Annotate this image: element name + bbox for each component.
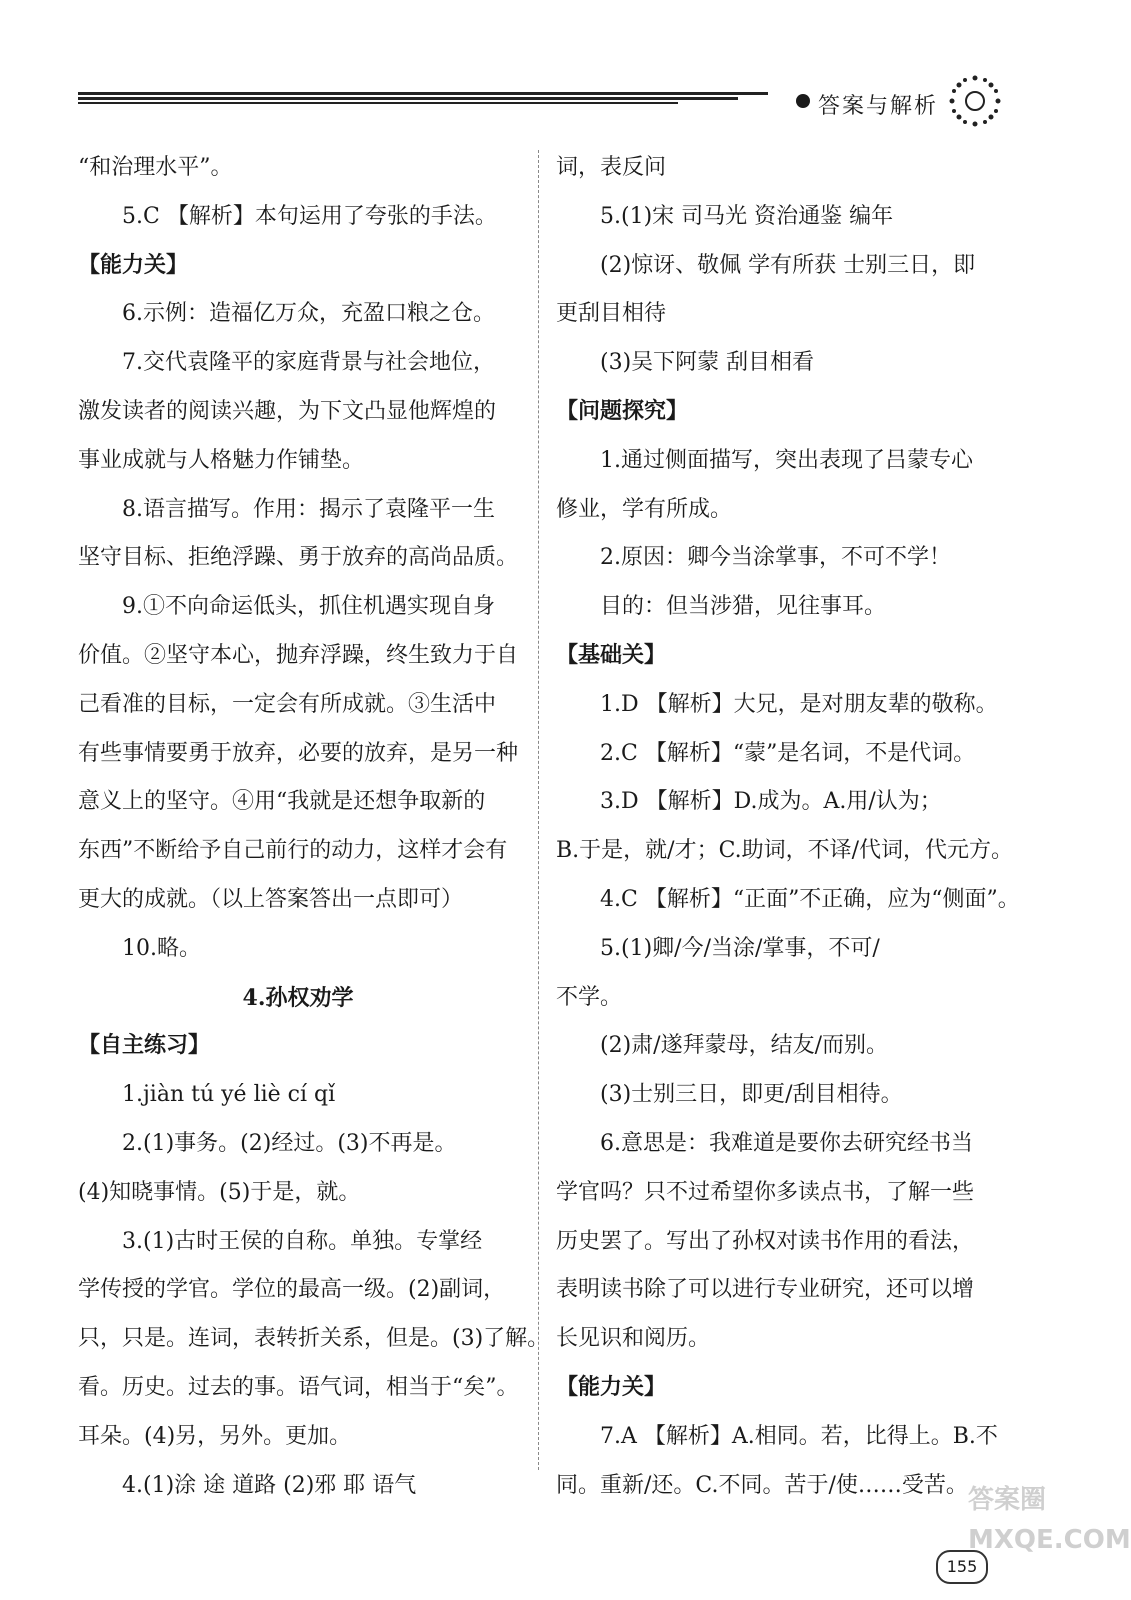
right-line: B.于是，就/才；C.助词，不译/代词，代元方。 (556, 838, 1014, 864)
right-column (556, 144, 1020, 1510)
left-line: 4.孙权劝学 (242, 984, 354, 1011)
right-line: 6.意思是：我难道是要你去研究经书当 (600, 1130, 973, 1156)
left-line: 1.jiàn tú yé liè cí qǐ (122, 1082, 336, 1108)
left-line: 己看准的目标，一定会有所成就。③生活中 (78, 691, 497, 717)
right-line: 表明读书除了可以进行专业研究，还可以增 (556, 1277, 975, 1303)
right-line: 历史罢了。写出了孙权对读书作用的看法， (556, 1228, 975, 1254)
left-line: 意义上的坚守。④用“我就是还想争取新的 (78, 789, 486, 815)
right-line: 2.C 【解析】“蒙”是名词，不是代词。 (600, 740, 976, 766)
column-divider (538, 150, 540, 1470)
sun-ornament-icon (946, 72, 1004, 130)
header-title: 答案与解析 (818, 94, 939, 119)
left-line: 10.略。 (122, 935, 201, 961)
right-line: 【能力关】 (556, 1374, 667, 1400)
right-line: 5.(1)卿/今/当涂/掌事，不可/ (600, 935, 880, 961)
page-number: 155 (936, 1550, 988, 1584)
right-line: 长见识和阅历。 (556, 1326, 711, 1352)
left-line: 3.(1)古时王侯的自称。单独。专掌经 (122, 1228, 483, 1254)
right-line: 更刮目相待 (556, 301, 667, 327)
right-line: (3)士别三日，即更/刮目相待。 (600, 1082, 903, 1108)
left-line: 耳朵。(4)另，另外。更加。 (78, 1423, 352, 1449)
right-line: 3.D 【解析】D.成为。A.用/认为； (600, 789, 942, 815)
left-line: (4)知晓事情。(5)于是，就。 (78, 1179, 361, 1205)
right-line: (2)惊讶、敬佩 学有所获 士别三日，即 (600, 252, 976, 278)
left-line: 7.交代袁隆平的家庭背景与社会地位， (122, 350, 495, 376)
right-line: 【问题探究】 (556, 398, 689, 424)
left-line: 激发读者的阅读兴趣，为下文凸显他辉煌的 (78, 398, 497, 424)
right-line: 7.A 【解析】A.相同。若，比得上。B.不 (600, 1423, 998, 1449)
left-line: 2.(1)事务。(2)经过。(3)不再是。 (122, 1130, 457, 1156)
left-line: 6.示例：造福亿万众，充盈口粮之仓。 (122, 301, 495, 327)
watermark: 答案圈 MXQE.COM (968, 1485, 1131, 1555)
right-line: 1.D 【解析】大兄，是对朋友辈的敬称。 (600, 691, 998, 717)
right-line: 同。重新/还。C.不同。苦于/使……受苦。 (556, 1472, 968, 1498)
right-line: 5.(1)宋 司马光 资治通鉴 编年 (600, 203, 894, 229)
left-line: 5.C 【解析】本句运用了夸张的手法。 (122, 203, 497, 229)
header-rule (78, 92, 768, 108)
left-line: 看。历史。过去的事。语气词，相当于“矣”。 (78, 1374, 519, 1400)
header-dot-icon (796, 94, 810, 108)
left-line: 4.(1)涂 途 道路 (2)邪 耶 语气 (122, 1472, 417, 1498)
right-line: 目的：但当涉猎，见往事耳。 (600, 594, 887, 620)
left-line: 更大的成就。（以上答案答出一点即可） (78, 886, 464, 912)
right-line: 1.通过侧面描写，突出表现了吕蒙专心 (600, 447, 973, 473)
right-line: (3)吴下阿蒙 刮目相看 (600, 350, 815, 376)
right-line: 【基础关】 (556, 642, 667, 668)
left-line: 只，只是。连词，表转折关系，但是。(3)了解。 (78, 1326, 550, 1352)
left-line: 坚守目标、拒绝浮躁、勇于放弃的高尚品质。 (78, 545, 519, 571)
right-line: 不学。 (556, 984, 623, 1010)
right-line: 修业，学有所成。 (556, 496, 733, 522)
left-column (78, 144, 550, 1510)
left-line: 学传授的学官。学位的最高一级。(2)副词， (78, 1277, 506, 1303)
left-line: “和治理水平”。 (78, 155, 233, 180)
right-line: 词，表反问 (556, 155, 667, 180)
left-line: 【能力关】 (78, 252, 189, 278)
right-line: (2)肃/遂拜蒙母，结友/而别。 (600, 1033, 888, 1059)
left-line: 【自主练习】 (78, 1033, 211, 1059)
right-line: 2.原因：卿今当涂掌事，不可不学！ (600, 545, 951, 571)
left-line: 9.①不向命运低头，抓住机遇实现自身 (122, 594, 495, 620)
left-line: 东西”不断给予自己前行的动力，这样才会有 (78, 838, 508, 864)
left-line: 事业成就与人格魅力作铺垫。 (78, 447, 365, 473)
right-line: 学官吗？只不过希望你多读点书，了解一些 (556, 1179, 975, 1205)
left-line: 价值。②坚守本心，抛弃浮躁，终生致力于自 (78, 642, 519, 668)
left-line: 8.语言描写。作用：揭示了袁隆平一生 (122, 496, 495, 522)
left-line: 有些事情要勇于放弃，必要的放弃，是另一种 (78, 740, 519, 766)
right-line: 4.C 【解析】“正面”不正确，应为“侧面”。 (600, 886, 1020, 912)
